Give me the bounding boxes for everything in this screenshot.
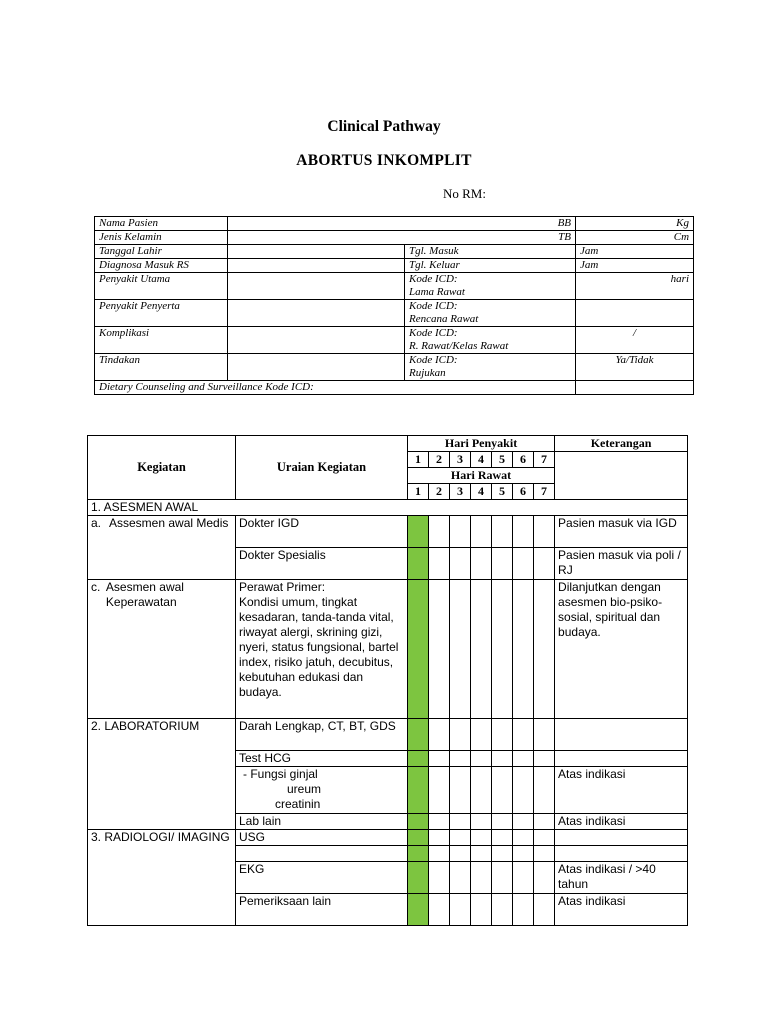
uraian-header: Uraian Kegiatan — [236, 436, 408, 500]
section-laboratorium: 2. LABORATORIUM — [88, 719, 236, 830]
penyakit-utama-value — [228, 273, 405, 300]
day-cell-green — [408, 516, 429, 548]
day-cell — [492, 751, 513, 767]
day-cell — [492, 830, 513, 846]
day-cell — [513, 719, 534, 751]
rawat-day-4: 4 — [471, 484, 492, 500]
day-cell-green — [408, 767, 429, 814]
dietary-label: Dietary Counseling and Surveillance Kode ICD: — [95, 381, 576, 395]
penyakit-day-6: 6 — [513, 452, 534, 468]
kg-label: Kg — [576, 217, 694, 231]
day-cell — [450, 548, 471, 580]
kode-icd-lama-rawat — [405, 273, 576, 300]
hari-penyakit-header: Hari Penyakit — [408, 436, 555, 452]
day-cell — [450, 894, 471, 926]
day-cell — [513, 767, 534, 814]
day-cell — [492, 516, 513, 548]
day-cell — [534, 767, 555, 814]
day-cell — [450, 846, 471, 862]
kode-icd-4: Kode ICD: — [409, 354, 458, 366]
day-cell — [429, 580, 450, 719]
day-cell — [450, 580, 471, 719]
penyakit-day-5: 5 — [492, 452, 513, 468]
no-rm-label: No RM: — [443, 186, 486, 201]
penyakit-day-7: 7 — [534, 452, 555, 468]
row-nama — [95, 217, 694, 231]
penyakit-penyerta-value — [228, 300, 405, 327]
day-cell-green — [408, 751, 429, 767]
row-dietary — [95, 381, 694, 395]
ya-tidak-value: Ya/Tidak — [576, 354, 694, 381]
keterangan-header: Keterangan — [555, 436, 688, 452]
row-penyakit-utama — [95, 273, 694, 300]
asesmen-keperawatan-text: Asesmen awal Keperawatan — [105, 580, 184, 609]
day-cell — [471, 767, 492, 814]
rencana-rawat-label: Rencana Rawat — [409, 313, 479, 325]
keterangan-blank — [555, 846, 688, 862]
kelas-rawat-value: / — [576, 327, 694, 354]
ureum: ureum — [287, 782, 322, 796]
day-cell — [471, 580, 492, 719]
rawat-day-5: 5 — [492, 484, 513, 500]
keterangan-pemeriksaan: Atas indikasi — [555, 894, 688, 926]
perawat-primer-text: Kondisi umum, tingkat kesadaran, tanda-tanda vital, riwayat alergi, skrining gizi, nyeri, status fungsional, bartel index, risiko jatuh, decubitus, kebutuhan edukasi dan budaya. — [239, 595, 399, 699]
fungsi-ginjal: - Fungsi ginjal — [243, 767, 318, 781]
pemeriksaan-lain: Pemeriksaan lain — [236, 894, 408, 926]
dokter-spesialis: Dokter Spesialis — [236, 548, 408, 580]
rawat-day-6: 6 — [513, 484, 534, 500]
day-cell — [492, 814, 513, 830]
tindakan-value — [228, 354, 405, 381]
jam-masuk-label: Jam — [576, 245, 694, 259]
day-cell — [513, 862, 534, 894]
kode-icd-r-rawat — [405, 327, 576, 354]
keterangan-header-blank — [555, 452, 688, 500]
day-cell — [492, 846, 513, 862]
day-cell — [471, 719, 492, 751]
day-cell — [429, 814, 450, 830]
asesmen-keperawatan-cell — [88, 580, 236, 719]
patient-info-table — [94, 216, 694, 395]
day-cell — [450, 862, 471, 894]
kegiatan-header: Kegiatan — [88, 436, 236, 500]
day-cell — [429, 894, 450, 926]
jenis-kelamin-label: Jenis Kelamin — [95, 231, 228, 245]
day-cell — [513, 846, 534, 862]
dietary-value — [576, 381, 694, 395]
day-cell — [429, 830, 450, 846]
jam-keluar-label: Jam — [576, 259, 694, 273]
day-cell — [429, 516, 450, 548]
day-cell-green — [408, 862, 429, 894]
penyakit-day-1: 1 — [408, 452, 429, 468]
perawat-primer-title: Perawat Primer: — [239, 580, 326, 594]
rencana-rawat-value — [576, 300, 694, 327]
keterangan-fungsi: Atas indikasi — [555, 767, 688, 814]
usg: USG — [236, 830, 408, 846]
day-cell-green — [408, 580, 429, 719]
day-cell — [450, 830, 471, 846]
day-cell — [513, 814, 534, 830]
tanggal-lahir-value — [228, 245, 405, 259]
tb-label: TB — [228, 231, 576, 245]
penyakit-day-3: 3 — [450, 452, 471, 468]
day-cell — [450, 814, 471, 830]
row-tindakan — [95, 354, 694, 381]
day-cell — [534, 751, 555, 767]
day-cell — [429, 862, 450, 894]
komplikasi-label: Komplikasi — [95, 327, 228, 354]
label-a: a. — [91, 516, 102, 530]
day-cell — [534, 862, 555, 894]
fungsi-ginjal-cell — [236, 767, 408, 814]
day-cell — [450, 767, 471, 814]
section-asesmen-awal: 1. ASESMEN AWAL — [88, 500, 688, 516]
day-cell — [534, 814, 555, 830]
day-cell — [429, 846, 450, 862]
kode-icd-1: Kode ICD: — [409, 273, 458, 285]
day-cell — [492, 580, 513, 719]
lab-lain: Lab lain — [236, 814, 408, 830]
section-radiologi: 3. RADIOLOGI/ IMAGING — [88, 830, 236, 926]
creatinin: creatinin — [275, 797, 321, 811]
keterangan-darah — [555, 719, 688, 751]
day-cell — [513, 830, 534, 846]
rawat-day-3: 3 — [450, 484, 471, 500]
keterangan-usg — [555, 830, 688, 846]
day-cell — [492, 862, 513, 894]
day-cell — [471, 516, 492, 548]
day-cell — [492, 548, 513, 580]
hari-rawat-header: Hari Rawat — [408, 468, 555, 484]
keterangan-hcg — [555, 751, 688, 767]
keterangan-spesialis: Pasien masuk via poli / RJ — [555, 548, 688, 580]
penyakit-utama-label: Penyakit Utama — [95, 273, 228, 300]
day-cell — [513, 751, 534, 767]
keterangan-ekg: Atas indikasi / >40 tahun — [555, 862, 688, 894]
ekg: EKG — [236, 862, 408, 894]
kode-icd-2: Kode ICD: — [409, 300, 458, 312]
row-jenis-kelamin — [95, 231, 694, 245]
day-cell-green — [408, 846, 429, 862]
day-cell — [534, 894, 555, 926]
day-cell — [471, 751, 492, 767]
diagnosa-value — [228, 259, 405, 273]
lama-rawat-label: Lama Rawat — [409, 286, 465, 298]
kode-icd-3: Kode ICD: — [409, 327, 458, 339]
page-subtitle: ABORTUS INKOMPLIT — [296, 152, 472, 169]
tanggal-lahir-label: Tanggal Lahir — [95, 245, 228, 259]
day-cell — [429, 751, 450, 767]
day-cell — [492, 894, 513, 926]
day-cell — [471, 894, 492, 926]
day-cell-green — [408, 814, 429, 830]
day-cell — [471, 548, 492, 580]
keterangan-perawat: Dilanjutkan dengan asesmen bio-psiko-sosial, spiritual dan budaya. — [555, 580, 688, 719]
day-cell-green — [408, 548, 429, 580]
rawat-day-7: 7 — [534, 484, 555, 500]
activities-table — [87, 435, 688, 926]
day-cell — [513, 580, 534, 719]
assesmen-medis-text: Assesmen awal Medis — [109, 516, 229, 530]
kode-icd-rujukan — [405, 354, 576, 381]
kode-icd-rencana-rawat — [405, 300, 576, 327]
komplikasi-value — [228, 327, 405, 354]
day-cell — [450, 719, 471, 751]
day-cell — [513, 516, 534, 548]
day-cell — [471, 862, 492, 894]
tgl-masuk-label: Tgl. Masuk — [405, 245, 576, 259]
day-cell — [534, 830, 555, 846]
day-cell — [513, 548, 534, 580]
bb-label: BB — [228, 217, 576, 231]
rujukan-label: Rujukan — [409, 367, 446, 379]
day-cell — [471, 846, 492, 862]
day-cell — [450, 516, 471, 548]
row-tanggal-lahir — [95, 245, 694, 259]
tgl-keluar-label: Tgl. Keluar — [405, 259, 576, 273]
tindakan-label: Tindakan — [95, 354, 228, 381]
label-c: c. — [91, 580, 101, 594]
cm-label: Cm — [576, 231, 694, 245]
day-cell — [429, 719, 450, 751]
day-cell — [534, 719, 555, 751]
radiologi-blank — [236, 846, 408, 862]
hari-label: hari — [576, 273, 694, 300]
penyakit-day-2: 2 — [429, 452, 450, 468]
day-cell — [450, 751, 471, 767]
penyakit-day-4: 4 — [471, 452, 492, 468]
test-hcg: Test HCG — [236, 751, 408, 767]
day-cell — [471, 830, 492, 846]
day-cell — [429, 767, 450, 814]
rawat-day-1: 1 — [408, 484, 429, 500]
page-title: Clinical Pathway — [327, 118, 441, 135]
row-penyakit-penyerta — [95, 300, 694, 327]
day-cell — [471, 814, 492, 830]
perawat-primer-cell — [236, 580, 408, 719]
day-cell — [492, 767, 513, 814]
day-cell — [492, 719, 513, 751]
row-komplikasi — [95, 327, 694, 354]
day-cell — [429, 548, 450, 580]
keterangan-igd: Pasien masuk via IGD — [555, 516, 688, 548]
r-rawat-label: R. Rawat/Kelas Rawat — [409, 340, 509, 352]
penyakit-penyerta-label: Penyakit Penyerta — [95, 300, 228, 327]
day-cell-green — [408, 894, 429, 926]
keterangan-lab: Atas indikasi — [555, 814, 688, 830]
day-cell — [534, 846, 555, 862]
day-cell — [534, 516, 555, 548]
day-cell-green — [408, 719, 429, 751]
day-cell — [534, 580, 555, 719]
dokter-igd: Dokter IGD — [236, 516, 408, 548]
diagnosa-label: Diagnosa Masuk RS — [95, 259, 228, 273]
nama-pasien-label: Nama Pasien — [95, 217, 228, 231]
assesmen-medis-cell — [88, 516, 236, 580]
rawat-day-2: 2 — [429, 484, 450, 500]
day-cell — [513, 894, 534, 926]
day-cell-green — [408, 830, 429, 846]
row-diagnosa — [95, 259, 694, 273]
darah-lengkap: Darah Lengkap, CT, BT, GDS — [236, 719, 408, 751]
day-cell — [534, 548, 555, 580]
